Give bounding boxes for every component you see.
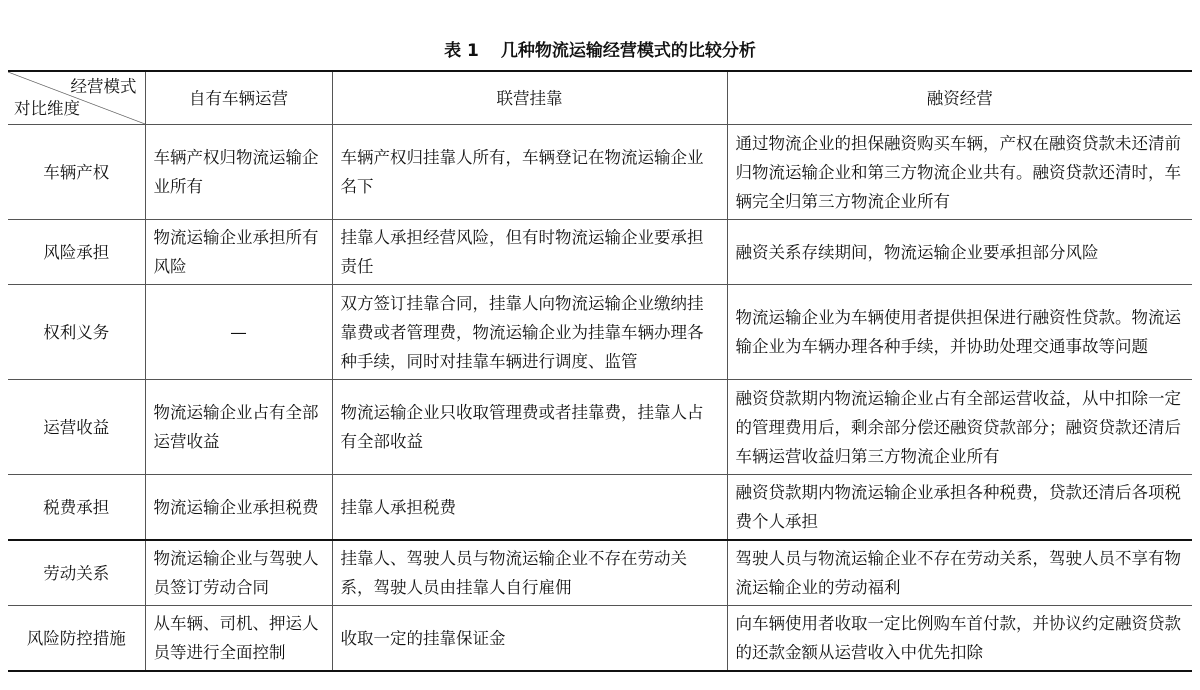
cell-own-vehicle: 物流运输企业承担所有风险 [145,220,332,285]
cell-own-vehicle: 从车辆、司机、押运人员等进行全面控制 [145,606,332,672]
cell-own-vehicle: 物流运输企业承担税费 [145,475,332,541]
row-dimension: 车辆产权 [8,125,145,220]
comparison-table [8,70,1192,672]
cell-own-vehicle: 物流运输企业占有全部运营收益 [145,380,332,475]
cell-affiliation: 挂靠人承担经营风险，但有时物流运输企业要承担责任 [332,220,727,285]
column-header-financing: 融资经营 [727,71,1192,125]
column-header-affiliation: 联营挂靠 [332,71,727,125]
row-dimension: 权利义务 [8,285,145,380]
column-header-own-vehicle: 自有车辆运营 [145,71,332,125]
cell-affiliation: 挂靠人承担税费 [332,475,727,541]
cell-financing: 融资关系存续期间，物流运输企业要承担部分风险 [727,220,1192,285]
cell-financing: 向车辆使用者收取一定比例购车首付款，并协议约定融资贷款的还款金额从运营收入中优先扣除 [727,606,1192,672]
row-dimension: 风险承担 [8,220,145,285]
cell-financing: 融资贷款期内物流运输企业占有全部运营收益，从中扣除一定的管理费用后，剩余部分偿还融资贷款部分；融资贷款还清后车辆运营收益归第三方物流企业所有 [727,380,1192,475]
cell-affiliation: 双方签订挂靠合同，挂靠人向物流运输企业缴纳挂靠费或者管理费，物流运输企业为挂靠车辆办理各种手续，同时对挂靠车辆进行调度、监管 [332,285,727,380]
table-row [8,125,1192,220]
row-dimension: 劳动关系 [8,540,145,606]
table-title: 几种物流运输经营模式的比较分析 [500,41,756,61]
cell-own-vehicle: 车辆产权归物流运输企业所有 [145,125,332,220]
cell-affiliation: 物流运输企业只收取管理费或者挂靠费，挂靠人占有全部收益 [332,380,727,475]
table-row [8,606,1192,672]
diagonal-header-cell [8,71,145,125]
header-row [8,71,1192,125]
row-dimension: 风险防控措施 [8,606,145,672]
table-number: 表 1 [444,41,479,61]
table-row [8,380,1192,475]
cell-affiliation: 收取一定的挂靠保证金 [332,606,727,672]
cell-own-vehicle: — [145,285,332,380]
cell-financing: 驾驶人员与物流运输企业不存在劳动关系，驾驶人员不享有物流运输企业的劳动福利 [727,540,1192,606]
table-caption [0,36,1200,61]
row-dimension: 运营收益 [8,380,145,475]
cell-own-vehicle: 物流运输企业与驾驶人员签订劳动合同 [145,540,332,606]
cell-financing: 物流运输企业为车辆使用者提供担保进行融资性贷款。物流运输企业为车辆办理各种手续，并协助处理交通事故等问题 [727,285,1192,380]
diag-label-dimension: 对比维度 [14,99,80,118]
table-row [8,475,1192,541]
cell-financing: 通过物流企业的担保融资购买车辆，产权在融资贷款未还清前归物流运输企业和第三方物流企业共有。融资贷款还清时，车辆完全归第三方物流企业所有 [727,125,1192,220]
cell-affiliation: 车辆产权归挂靠人所有，车辆登记在物流运输企业名下 [332,125,727,220]
row-dimension: 税费承担 [8,475,145,541]
diag-label-mode: 经营模式 [70,77,137,96]
table-row [8,220,1192,285]
table-row [8,285,1192,380]
cell-affiliation: 挂靠人、驾驶人员与物流运输企业不存在劳动关系，驾驶人员由挂靠人自行雇佣 [332,540,727,606]
cell-financing: 融资贷款期内物流运输企业承担各种税费，贷款还清后各项税费个人承担 [727,475,1192,541]
table-row [8,540,1192,606]
